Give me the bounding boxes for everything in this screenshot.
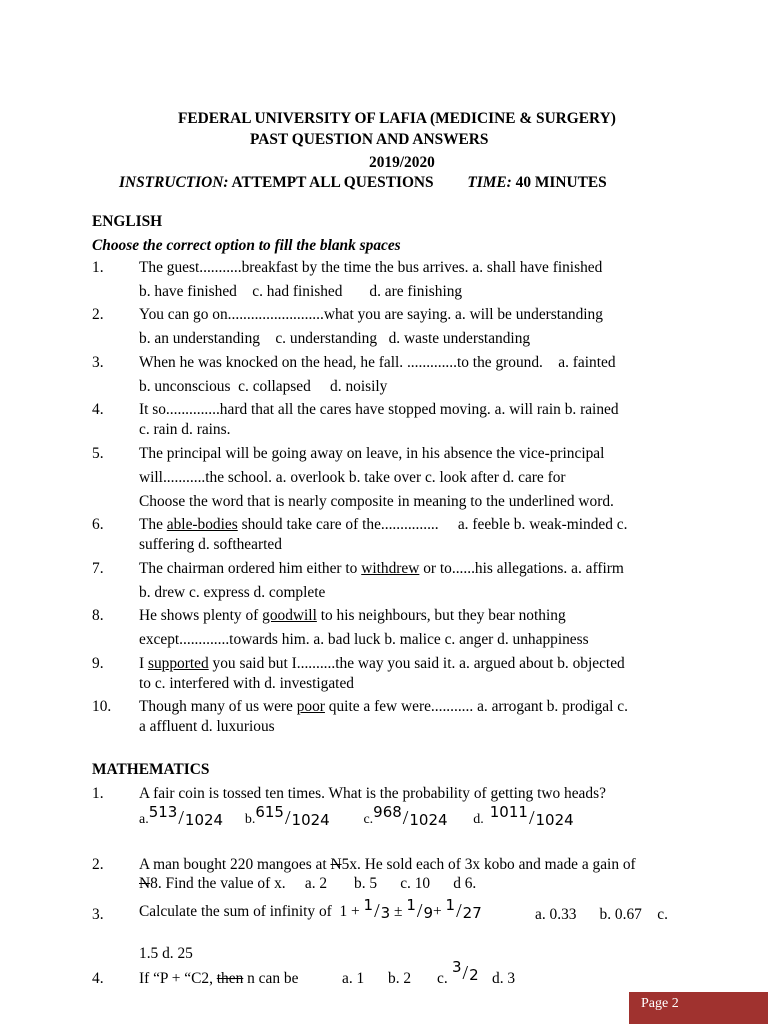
option-c: c. — [437, 970, 448, 987]
option-d: d. 3 — [492, 970, 516, 987]
question-text: The chairman ordered him either to withdrew or to......his allegations. a. affirm — [139, 560, 624, 577]
fraction-option-d: $^{1011}/_{1024}$ — [489, 803, 574, 829]
option-b: b. 2 — [388, 970, 412, 987]
underlined-word: withdrew — [361, 560, 420, 577]
question-number: 1. — [92, 785, 104, 802]
naira-sign: N — [330, 856, 342, 873]
question-options: to c. interfered with d. investigated — [139, 675, 354, 692]
question-options: a affluent d. luxurious — [139, 718, 275, 735]
question-options: b. drew c. express d. complete — [139, 584, 326, 601]
question-options: b. unconscious c. collapsed d. noisily — [139, 378, 388, 395]
document-title: FEDERAL UNIVERSITY OF LAFIA (MEDICINE & SURGERY) — [178, 110, 616, 127]
fraction-option-b: $^{615}/_{1024}$ — [255, 803, 330, 829]
section-title-mathematics: MATHEMATICS — [92, 761, 210, 778]
naira-sign: N — [139, 875, 151, 892]
question-text: The guest...........breakfast by the time the bus arrives. a. shall have finished — [139, 259, 603, 276]
question-options: except.............towards him. a. bad luck b. malice c. anger d. unhappiness — [139, 631, 589, 648]
underlined-word: supported — [147, 655, 209, 672]
english-directive: Choose the correct option to fill the blank spaces — [92, 237, 401, 254]
fraction-option-a: $^{513}/_{1024}$ — [148, 803, 224, 829]
instruction-label: INSTRUCTION: — [119, 174, 229, 191]
question-number: 9. — [92, 655, 104, 672]
question-number: 4. — [92, 970, 104, 987]
question-options: $a.^{513}/_{1024}$ $b.^{615}/_{1024}$ $c.^{968}/_{1024}$ d. $^{1011}/_{1024}$ — [139, 803, 574, 829]
question-text: It so..............hard that all the cares have stopped moving. a. will rain b. rained — [139, 401, 619, 418]
question-options: b. have finished c. had finished d. are finishing — [139, 283, 463, 300]
question-number: 2. — [92, 306, 104, 323]
fraction-option-c: $^{968}/_{1024}$ — [373, 803, 448, 829]
question-options: N8. Find the value of x. a. 2 b. 5 c. 10 d 6. — [139, 875, 477, 892]
page-number-badge — [629, 992, 768, 1024]
question-text: A fair coin is tossed ten times. What is the probability of getting two heads? — [139, 785, 606, 802]
question-text: If “P + “C2, then n can be — [139, 970, 299, 987]
page-number: Page 2 — [641, 996, 679, 1011]
question-text: When he was knocked on the head, he fall. .............to the ground. a. fainted — [139, 354, 616, 371]
fraction-option-c: $^3/_2$ — [452, 958, 479, 984]
question-number: 5. — [92, 445, 104, 462]
question-text: The able-bodies should take care of the............... a. feeble b. weak-minded c. — [139, 516, 628, 533]
question-number: 3. — [92, 906, 104, 923]
fraction-one-third: $^1/_3$ — [363, 896, 391, 922]
question-text: I supported you said but I..........the way you said it. a. argued about b. objected — [139, 655, 625, 672]
question-text: You can go on.........................what you are saying. a. will be understanding — [139, 306, 603, 323]
question-options: will...........the school. a. overlook b. take over c. look after d. care for — [139, 469, 566, 486]
fraction-one-ninth: $^1/_9$ — [406, 896, 434, 922]
time-value: 40 MINUTES — [515, 174, 607, 191]
instruction-line — [119, 174, 607, 192]
section-title-english: ENGLISH — [92, 213, 163, 230]
underlined-word: goodwill — [262, 607, 317, 624]
question-options: b. an understanding c. understanding d. waste understanding — [139, 330, 531, 347]
question-options: c. rain d. rains. — [139, 421, 231, 438]
question-number: 3. — [92, 354, 104, 371]
instruction-text: ATTEMPT ALL QUESTIONS — [231, 174, 434, 191]
question-number: 6. — [92, 516, 104, 533]
question-text: The principal will be going away on leave, in his absence the vice-principal — [139, 445, 605, 462]
underlined-word: able-bodies — [166, 516, 238, 533]
document-subtitle: PAST QUESTION AND ANSWERS — [250, 131, 489, 148]
question-number: 7. — [92, 560, 104, 577]
question-text: A man bought 220 mangoes at N5x. He sold each of 3x kobo and made a gain of — [139, 856, 636, 873]
question-number: 1. — [92, 259, 104, 276]
time-label: TIME: — [467, 174, 512, 191]
question-options: suffering d. softhearted — [139, 536, 282, 553]
question-options: a. 0.33 b. 0.67 c. — [535, 906, 668, 923]
exam-year: 2019/2020 — [369, 154, 435, 171]
question-text: He shows plenty of goodwill to his neighbours, but they bear nothing — [139, 607, 566, 624]
english-directive-2: Choose the word that is nearly composite in meaning to the underlined word. — [139, 493, 614, 510]
underlined-word: poor — [296, 698, 325, 715]
question-number: 4. — [92, 401, 104, 418]
question-text: Calculate the sum of infinity of $1 + ^1/_3 \pm ^1/_9+ ^1/_{27}$ — [139, 896, 482, 922]
fraction-one-27th: $^1/_{27}$ — [445, 896, 482, 922]
question-number: 8. — [92, 607, 104, 624]
question-text: Though many of us were poor quite a few were........... a. arrogant b. prodigal c. — [139, 698, 628, 715]
option-a: a. 1 — [342, 970, 365, 987]
question-number: 10. — [92, 698, 112, 715]
question-options-continued: 1.5 d. 25 — [139, 945, 193, 962]
question-number: 2. — [92, 856, 104, 873]
